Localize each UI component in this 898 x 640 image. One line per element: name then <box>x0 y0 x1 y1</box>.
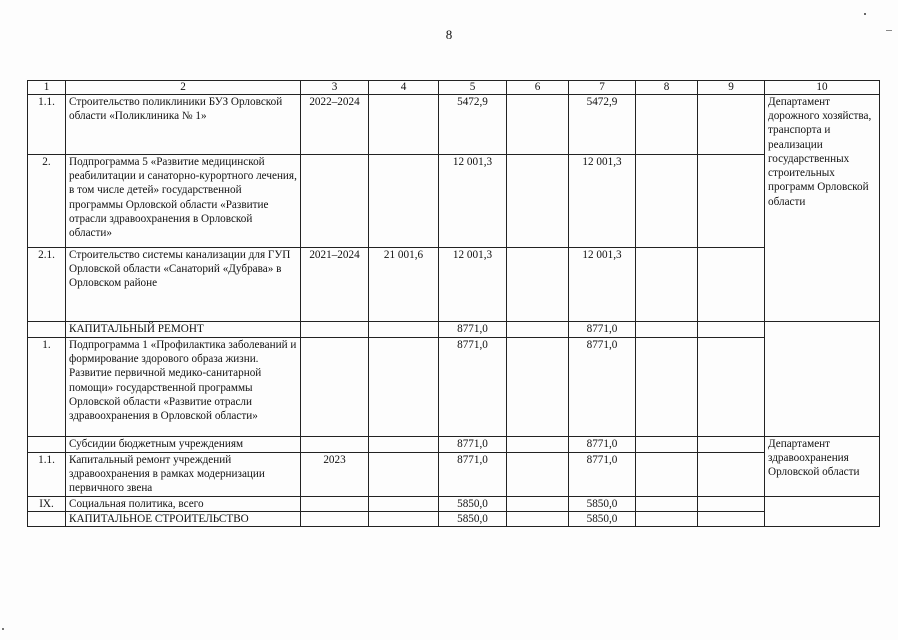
row-col8 <box>636 338 698 437</box>
row-col4 <box>369 95 439 155</box>
row-col8 <box>636 322 698 338</box>
row-col6 <box>507 95 569 155</box>
row-col6 <box>507 155 569 248</box>
row-number: 1.1. <box>28 453 66 497</box>
row-period <box>301 322 369 338</box>
row-col4 <box>369 322 439 338</box>
table-row <box>28 511 880 526</box>
row-col8 <box>636 437 698 453</box>
row-col7: 8771,0 <box>569 453 636 497</box>
row-col6 <box>507 453 569 497</box>
row-col4 <box>369 496 439 511</box>
row-col9 <box>698 322 765 338</box>
header-cell: 3 <box>301 81 369 95</box>
row-col4 <box>369 338 439 437</box>
row-col8 <box>636 453 698 497</box>
row-col6 <box>507 511 569 526</box>
row-period <box>301 496 369 511</box>
header-cell: 10 <box>765 81 880 95</box>
row-period <box>301 338 369 437</box>
row-number: IX. <box>28 496 66 511</box>
row-col9 <box>698 155 765 248</box>
row-period: 2021–2024 <box>301 248 369 322</box>
table-row <box>28 437 880 453</box>
page-number: 8 <box>445 27 453 42</box>
row-col6 <box>507 248 569 322</box>
header-cell: 6 <box>507 81 569 95</box>
row-col8 <box>636 155 698 248</box>
row-col4 <box>369 155 439 248</box>
header-cell: 9 <box>698 81 765 95</box>
row-period <box>301 437 369 453</box>
row-col8 <box>636 248 698 322</box>
row-col5: 8771,0 <box>439 437 507 453</box>
row-col6 <box>507 322 569 338</box>
budget-table <box>27 80 880 527</box>
row-period <box>301 511 369 526</box>
table-row <box>28 95 880 155</box>
row-col9 <box>698 95 765 155</box>
scan-speck <box>886 30 892 31</box>
row-col9 <box>698 338 765 437</box>
responsible-empty <box>765 496 880 526</box>
row-name: Подпрограмма 1 «Профилактика заболеваний и формирование здорового образа жизни. Развитие первичной медико-санитарной помощи» государственной программы Орловской области «Развитие отрасли здравоохранения в Орловской области» <box>66 338 301 437</box>
row-col7: 5472,9 <box>569 95 636 155</box>
row-col4 <box>369 511 439 526</box>
row-number: 1. <box>28 338 66 437</box>
row-col5: 12 001,3 <box>439 155 507 248</box>
table-row <box>28 248 880 322</box>
row-period: 2022–2024 <box>301 95 369 155</box>
row-col9 <box>698 248 765 322</box>
row-col7: 8771,0 <box>569 322 636 338</box>
row-col9 <box>698 453 765 497</box>
row-col9 <box>698 437 765 453</box>
responsible-empty <box>765 322 880 437</box>
table-row <box>28 338 880 437</box>
row-col5: 5472,9 <box>439 95 507 155</box>
row-name: Капитальный ремонт учреждений здравоохранения в рамках модернизации первичного звена <box>66 453 301 497</box>
row-col7: 12 001,3 <box>569 155 636 248</box>
row-name: Подпрограмма 5 «Развитие медицинской реабилитации и санаторно-курортного лечения, в том числе детей» государственной программы Орловской области «Развитие отрасли здравоохранения в Орловской области» <box>66 155 301 248</box>
row-name: Субсидии бюджетным учреждениям <box>66 437 301 453</box>
row-col8 <box>636 95 698 155</box>
header-cell: 7 <box>569 81 636 95</box>
row-name: КАПИТАЛЬНЫЙ РЕМОНТ <box>66 322 301 338</box>
row-col6 <box>507 496 569 511</box>
header-cell: 8 <box>636 81 698 95</box>
row-col7: 5850,0 <box>569 496 636 511</box>
row-col9 <box>698 511 765 526</box>
row-col8 <box>636 496 698 511</box>
row-period <box>301 155 369 248</box>
row-col5: 8771,0 <box>439 338 507 437</box>
row-col5: 12 001,3 <box>439 248 507 322</box>
row-col6 <box>507 338 569 437</box>
scan-speck <box>2 628 4 630</box>
header-row <box>28 81 880 95</box>
header-cell: 2 <box>66 81 301 95</box>
row-name: КАПИТАЛЬНОЕ СТРОИТЕЛЬСТВО <box>66 511 301 526</box>
row-col7: 8771,0 <box>569 338 636 437</box>
row-name: Социальная политика, всего <box>66 496 301 511</box>
row-number <box>28 437 66 453</box>
row-col4 <box>369 437 439 453</box>
row-number: 2.1. <box>28 248 66 322</box>
row-col6 <box>507 437 569 453</box>
row-col5: 5850,0 <box>439 511 507 526</box>
row-number: 1.1. <box>28 95 66 155</box>
row-col7: 12 001,3 <box>569 248 636 322</box>
table-row <box>28 496 880 511</box>
row-col7: 8771,0 <box>569 437 636 453</box>
scan-speck <box>864 13 866 15</box>
responsible-department: Департамент здравоохранения Орловской области <box>765 437 880 497</box>
header-cell: 1 <box>28 81 66 95</box>
row-col4: 21 001,6 <box>369 248 439 322</box>
row-col4 <box>369 453 439 497</box>
row-number <box>28 511 66 526</box>
row-col5: 5850,0 <box>439 496 507 511</box>
table-row <box>28 155 880 248</box>
header-cell: 5 <box>439 81 507 95</box>
row-number: 2. <box>28 155 66 248</box>
header-cell: 4 <box>369 81 439 95</box>
row-col8 <box>636 511 698 526</box>
row-col7: 5850,0 <box>569 511 636 526</box>
row-name: Строительство системы канализации для ГУП Орловской области «Санаторий «Дубрава» в Орловском районе <box>66 248 301 322</box>
responsible-department: Департамент дорожного хозяйства, транспорта и реализации государственных строительных программ Орловской области <box>765 95 880 322</box>
row-period: 2023 <box>301 453 369 497</box>
table-row <box>28 453 880 497</box>
row-col5: 8771,0 <box>439 322 507 338</box>
row-name: Строительство поликлиники БУЗ Орловской области «Поликлиника № 1» <box>66 95 301 155</box>
row-number <box>28 322 66 338</box>
row-col5: 8771,0 <box>439 453 507 497</box>
table-row <box>28 322 880 338</box>
row-col9 <box>698 496 765 511</box>
